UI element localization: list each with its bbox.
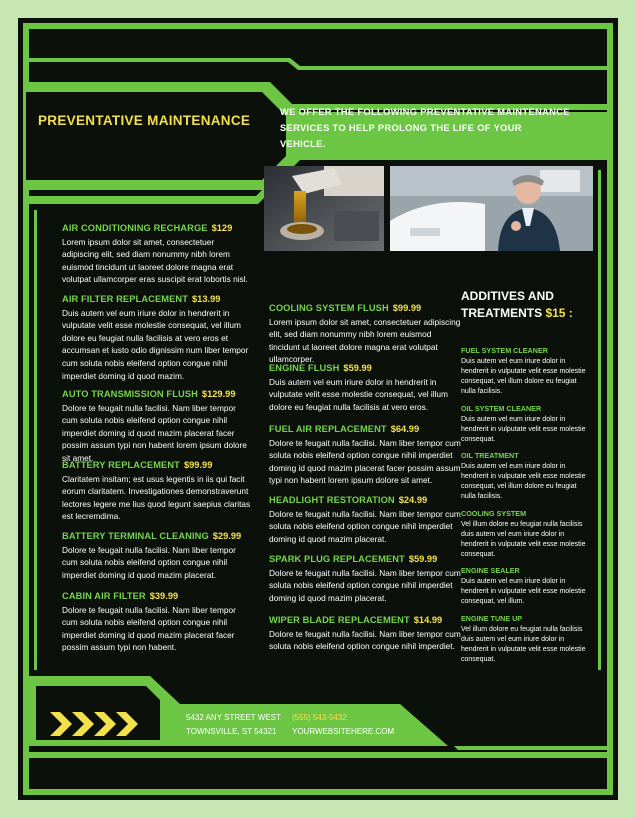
service-name: ENGINE FLUSH	[269, 363, 340, 373]
service-name: AUTO TRANSMISSION FLUSH	[62, 389, 198, 399]
service-description: Dolore te feugait nulla facilisi. Nam liber tempor cum soluta nobis eleifend option congue nihil imperdiet doming id quod mazim placerat.	[62, 544, 236, 580]
additive-description: Duis autem vel eum iriure dolor in hendrerit in vulputate velit esse molestie consequat.	[461, 416, 586, 444]
service-description: Dolore te feugait nulla facilisi. Nam liber tempor cum soluta nobis eleifend option congue nihil imperdiet doming id quod mazim placerat facer possim assum typi non habent.	[62, 604, 236, 653]
intro-text: WE OFFER THE FOLLOWING PREVENTATIVE MAINTENANCE SERVICES TO HELP PROLONG THE LIFE OF YOUR VEHICLE.	[280, 106, 570, 149]
service-description: Dolore te feugait nulla facilisi. Nam liber tempor cum soluta nobis eleifend option congue nihil imperdiet.	[269, 628, 461, 652]
additive-name: COOLING SYSTEM	[461, 509, 527, 518]
service-description: Dolore te feugait nulla facilisi. Nam liber tempor cum soluta nobis eleifend option congue nihil imperdiet doming id quod mazim placerat.	[269, 508, 461, 544]
service-description: Dolore te feugait nulla facilisi. Nam liber tempor cum soluta nobis eleifend option congue nihil imperdiet doming id quod mazim placerat facer possim assum typi non habent lorem ipsum dolore sit amet.	[62, 402, 247, 463]
service-description: Duis autem vel eum iriure dolor in hendrerit in vulputate velit esse molestie consequat, vel illum dolore eu feugiat nulla facilisis at vero eros et accumsan et iusto odio dignissim num liber tempor cum soluta nobis eleifend option congue nihil imperdiet doming id quod mazim.	[62, 307, 249, 381]
service-price: $59.99	[408, 554, 438, 564]
additive-item	[461, 451, 591, 502]
service-price: $64.99	[390, 424, 420, 434]
address-line1: 5432 ANY STREET WEST	[186, 713, 281, 722]
service-name: BATTERY REPLACEMENT	[62, 460, 180, 470]
additive-name: OIL TREATMENT	[461, 451, 519, 460]
service-description: Lorem ipsum dolor sit amet, consectetuer adipiscing elit, sed diam nonummy nibh lorem euismod tincidunt ut laoreet dolore magna erat volutpat ullamcorper.	[269, 316, 461, 365]
service-name: SPARK PLUG REPLACEMENT	[269, 554, 405, 564]
service-item	[62, 388, 252, 465]
service-price: $129	[211, 223, 233, 233]
service-description: Dolore te feugait nulla facilisi. Nam liber tempor cum soluta nobis eleifend option congue nihil imperdiet doming id quod mazim placerat facer possim assum typi non habent lorem ipsum dolore sit amet.	[269, 437, 461, 486]
service-item	[269, 494, 461, 545]
service-item	[269, 614, 461, 653]
service-price: $24.99	[398, 495, 428, 505]
additive-description: Vel illum dolore eu feugiat nulla facilisis duis autem vel eum iriure dolor in hendrerit in vulputate velit esse molestie consequat.	[461, 626, 586, 664]
phone-number: (555) 543-5432	[292, 713, 347, 722]
additive-name: ENGINE TUNE UP	[461, 614, 523, 623]
service-item	[62, 222, 252, 286]
service-price: $59.99	[343, 363, 372, 373]
additive-item	[461, 404, 591, 445]
service-name: FUEL AIR REPLACEMENT	[269, 424, 387, 434]
service-price: $39.99	[149, 591, 179, 601]
website-link[interactable]: YOURWEBSITEHERE.COM	[292, 727, 395, 736]
service-price: $29.99	[212, 531, 242, 541]
footer-contact	[292, 711, 412, 739]
service-price: $99.99	[392, 303, 422, 313]
additive-description: Vel illum dolore eu feugiat nulla facilisis duis autem vel eum iriure dolor in hendrerit in vulputate velit esse molestie consequat.	[461, 521, 586, 559]
service-price: $99.99	[183, 460, 213, 470]
page-title: PREVENTATIVE MAINTENANCE	[38, 113, 251, 128]
service-description: Duis autem vel eum iriure dolor in hendrerit in vulputate velit esse molestie consequat, vel illum dolore eu feugiat nulla facilisis at vero eros.	[269, 376, 448, 412]
additive-item	[461, 346, 591, 397]
service-price: $14.99	[413, 615, 443, 625]
service-name: WIPER BLADE REPLACEMENT	[269, 615, 410, 625]
additive-description: Duis autem vel eum iriure dolor in hendrerit in vulputate velit esse molestie consequat, vel illum dolore eu feugiat nulla facilisis.	[461, 463, 586, 501]
service-item	[269, 553, 461, 604]
mechanic-photo	[390, 166, 593, 251]
additive-item	[461, 509, 591, 560]
service-item	[269, 362, 461, 413]
additives-title-line2: TREATMENTS	[461, 306, 543, 320]
service-price: $13.99	[191, 294, 221, 304]
service-name: CABIN AIR FILTER	[62, 591, 146, 601]
additives-price: $15 :	[545, 306, 573, 320]
oil-pour-photo	[264, 166, 384, 251]
service-item	[62, 293, 252, 382]
footer-address	[186, 711, 296, 739]
service-item	[62, 459, 252, 523]
additive-item	[461, 566, 591, 607]
service-name: AIR FILTER REPLACEMENT	[62, 294, 188, 304]
service-name: AIR CONDITIONING RECHARGE	[62, 223, 208, 233]
additive-name: ENGINE SEALER	[461, 566, 520, 575]
service-item	[62, 590, 252, 654]
service-item	[62, 530, 252, 581]
service-price: $129.99	[201, 389, 236, 399]
additive-name: FUEL SYSTEM CLEANER	[461, 346, 548, 355]
additive-description: Duis autem vel eum iriure dolor in hendrerit in vulputate velit esse molestie consequat, vel illum dolore eu feugiat nulla facilisis.	[461, 358, 586, 396]
additive-item	[461, 614, 591, 665]
additives-title-line1: ADDITIVES AND	[461, 289, 554, 303]
address-line2: TOWNSVILLE, ST 54321	[186, 727, 277, 736]
service-description: Claritatem insitam; est usus legentis in iis qui facit eorum claritatem. Investigationes demonstraverunt lectores legere me lius quod legunt saepius claritas est lecremdima.	[62, 473, 251, 522]
additive-description: Duis autem vel eum iriure dolor in hendrerit in vulputate velit esse molestie consequat, vel illum.	[461, 578, 586, 606]
service-description: Dolore te feugait nulla facilisi. Nam liber tempor cum soluta nobis eleifend option congue nihil imperdiet doming id quod mazim placerat.	[269, 567, 461, 603]
service-name: HEADLIGHT RESTORATION	[269, 495, 395, 505]
additive-name: OIL SYSTEM CLEANER	[461, 404, 542, 413]
service-name: BATTERY TERMINAL CLEANING	[62, 531, 209, 541]
service-name: COOLING SYSTEM FLUSH	[269, 303, 389, 313]
service-description: Lorem ipsum dolor sit amet, consectetuer adipiscing elit, sed diam nonummy nibh lorem euismod tincidunt ut laoreet dolore magna erat volutpat ullamcorper eras suscipit erat lobortis nisl.	[62, 236, 248, 285]
service-item	[269, 302, 461, 366]
additives-heading	[461, 288, 591, 322]
service-item	[269, 423, 461, 487]
